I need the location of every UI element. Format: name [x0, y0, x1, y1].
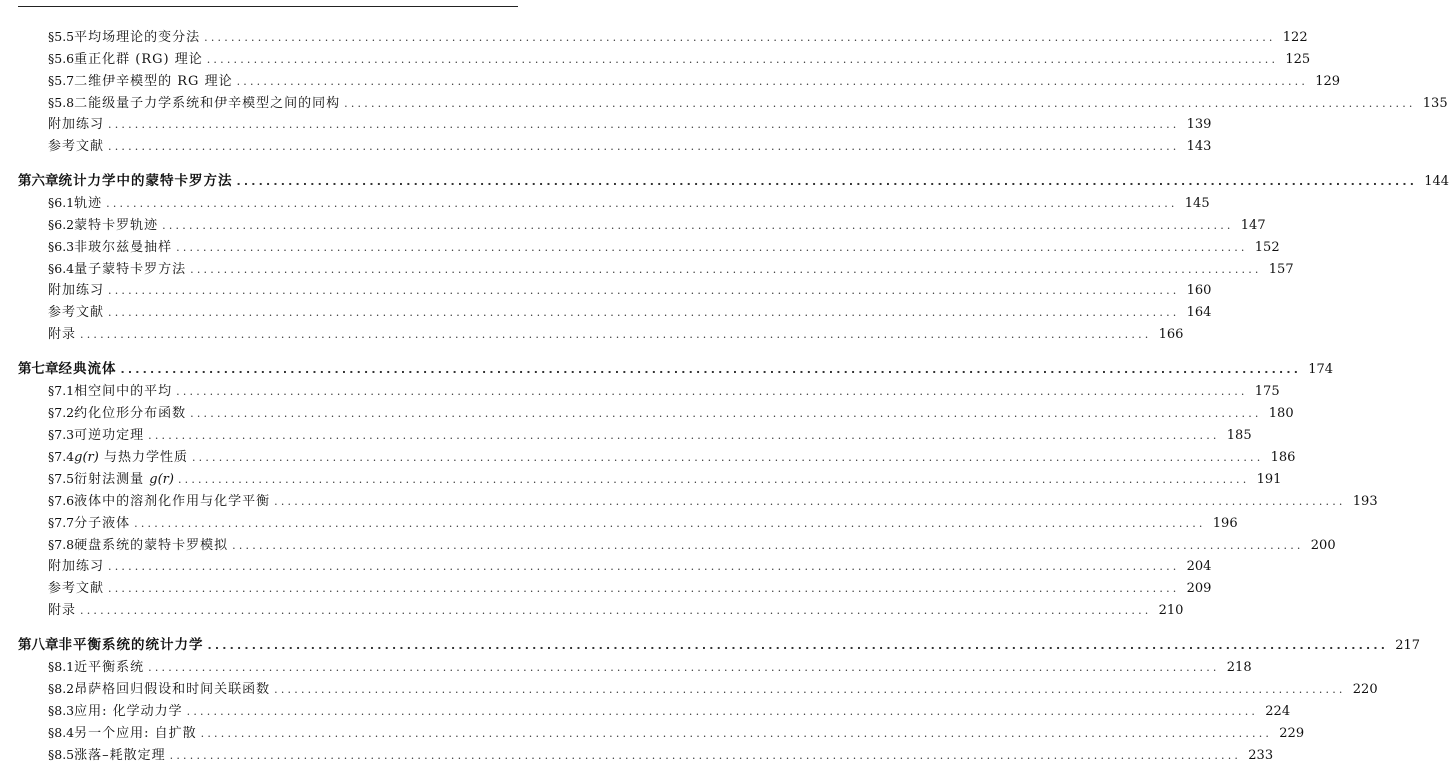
section-number: §8.5	[48, 747, 75, 762]
toc-extra-entry[interactable]	[18, 280, 1212, 302]
page-number: 129	[1315, 74, 1341, 89]
page-number: 147	[1240, 218, 1266, 233]
toc-section-entry[interactable]	[18, 744, 1274, 766]
toc-section-entry[interactable]	[18, 490, 1378, 512]
chapter-number: 第八章	[18, 637, 59, 653]
toc-section-entry[interactable]	[18, 26, 1308, 48]
chapter-gap	[18, 158, 516, 170]
entry-title: 另一个应用: 自扩散	[74, 726, 197, 741]
entry-title: 重正化群 (RG) 理论	[74, 52, 203, 67]
page-number: 160	[1186, 283, 1212, 298]
dot-leader: ................................................................................................................................................................	[169, 749, 1242, 762]
entry-title: 可逆功定理	[74, 428, 145, 443]
page-number: 135	[1422, 96, 1448, 111]
toc-section-entry[interactable]	[18, 446, 1296, 468]
section-number: §7.8	[48, 537, 75, 552]
toc-section-entry[interactable]	[18, 534, 1336, 556]
dot-leader: ................................................................................................................................................................	[108, 582, 1180, 595]
dot-leader: ................................................................................................................................................................	[148, 661, 1220, 674]
page-number: 218	[1226, 660, 1252, 675]
entry-title: 蒙特卡罗轨迹	[74, 218, 159, 233]
section-number: §8.1	[48, 659, 75, 674]
section-number: §7.3	[48, 427, 75, 442]
entry-title: 参考文献	[48, 139, 105, 154]
page-number: 125	[1285, 52, 1311, 67]
toc-section-entry[interactable]	[18, 258, 1294, 280]
dot-leader: ................................................................................................................................................................	[190, 263, 1262, 276]
section-number: §8.2	[48, 681, 75, 696]
entry-title: 附录	[48, 327, 77, 342]
dot-leader: ................................................................................................................................................................	[186, 705, 1259, 718]
chapter-gap	[18, 346, 516, 358]
page-number: 217	[1395, 638, 1421, 653]
entry-title: 二维伊辛模型的 RG 理论	[74, 74, 233, 89]
entry-title: 附加练习	[48, 117, 105, 132]
section-number: §6.2	[48, 217, 75, 232]
section-number: §7.6	[48, 493, 75, 508]
dot-leader: ................................................................................................................................................................	[106, 197, 1178, 210]
toc-section-entry[interactable]	[18, 380, 1280, 402]
entry-title: 统计力学中的蒙特卡罗方法	[58, 173, 233, 189]
page-number: 209	[1186, 581, 1212, 596]
dot-leader: ................................................................................................................................................................	[80, 604, 1152, 617]
dot-leader: ................................................................................................................................................................	[190, 407, 1262, 420]
entry-title: 液体中的溶剂化作用与化学平衡	[74, 494, 271, 509]
dot-leader: ................................................................................................................................................................	[206, 53, 1279, 66]
dot-leader: ................................................................................................................................................................	[108, 560, 1180, 573]
header-rule	[18, 6, 518, 7]
table-of-contents	[18, 26, 1449, 766]
entry-title: 轨迹	[74, 196, 103, 211]
section-number: §6.1	[48, 195, 75, 210]
page-number: 196	[1212, 516, 1238, 531]
entry-title: 硬盘系统的蒙特卡罗模拟	[74, 538, 229, 553]
dot-leader: ................................................................................................................................................................	[162, 219, 1234, 232]
page-number: 145	[1184, 196, 1210, 211]
page-number: 174	[1308, 362, 1334, 377]
dot-leader: ................................................................................................................................................................	[200, 727, 1273, 740]
toc-section-entry[interactable]	[18, 700, 1291, 722]
dot-leader: ................................................................................................................................................................	[80, 328, 1152, 341]
entry-title: 参考文献	[48, 305, 105, 320]
section-number: §5.5	[48, 29, 75, 44]
dot-leader: ................................................................................................................................................................	[274, 683, 1346, 696]
toc-section-entry[interactable]	[18, 468, 1282, 490]
entry-title: 涨落–耗散定理	[74, 748, 166, 763]
entry-title	[74, 447, 188, 469]
toc-extra-entry[interactable]	[18, 302, 1212, 324]
toc-extra-entry[interactable]	[18, 324, 1184, 346]
entry-title: 相空间中的平均	[74, 384, 173, 399]
toc-section-entry[interactable]	[18, 92, 1448, 114]
toc-section-entry[interactable]	[18, 424, 1252, 446]
entry-title-pre: 衍射法测量	[74, 472, 150, 487]
section-number: §6.3	[48, 239, 75, 254]
toc-extra-entry[interactable]	[18, 136, 1212, 158]
page-number: 152	[1254, 240, 1280, 255]
entry-title: 经典流体	[58, 361, 117, 377]
dot-leader: ................................................................................................................................................................	[236, 175, 1418, 188]
entry-title: 昂萨格回归假设和时间关联函数	[74, 682, 271, 697]
page-number: 175	[1254, 384, 1280, 399]
dot-leader: ................................................................................................................................................................	[148, 429, 1220, 442]
page-number: 166	[1158, 327, 1184, 342]
entry-title: 附录	[48, 603, 77, 618]
dot-leader: ................................................................................................................................................................	[274, 495, 1346, 508]
dot-leader: ................................................................................................................................................................	[108, 140, 1180, 153]
entry-title-math: g(r)	[74, 450, 99, 465]
page-number: 122	[1282, 30, 1308, 45]
page-number: 193	[1352, 494, 1378, 509]
entry-title: 非平衡系统的统计力学	[58, 637, 204, 653]
chapter-number: 第六章	[18, 173, 59, 189]
page-number: 180	[1268, 406, 1294, 421]
dot-leader: ................................................................................................................................................................	[207, 639, 1389, 652]
entry-title: 约化位形分布函数	[74, 406, 187, 421]
page-number: 233	[1248, 748, 1274, 763]
dot-leader: ................................................................................................................................................................	[236, 75, 1309, 88]
toc-section-entry[interactable]	[18, 192, 1210, 214]
page-number: 229	[1279, 726, 1305, 741]
dot-leader: ................................................................................................................................................................	[191, 451, 1264, 464]
section-number: §5.6	[48, 51, 75, 66]
section-number: §7.7	[48, 515, 75, 530]
dot-leader: ................................................................................................................................................................	[204, 31, 1276, 44]
dot-leader: ................................................................................................................................................................	[108, 306, 1180, 319]
page-number: 164	[1186, 305, 1212, 320]
chapter-number: 第七章	[18, 361, 59, 377]
page-number: 191	[1256, 472, 1282, 487]
toc-extra-entry[interactable]	[18, 578, 1212, 600]
toc-chapter-entry[interactable]	[18, 358, 1334, 380]
entry-title: 量子蒙特卡罗方法	[74, 262, 187, 277]
section-number: §7.2	[48, 405, 75, 420]
dot-leader: ................................................................................................................................................................	[177, 473, 1250, 486]
entry-title: 参考文献	[48, 581, 105, 596]
entry-title: 二能级量子力学系统和伊辛模型之间的同构	[74, 96, 341, 111]
section-number: §7.5	[48, 471, 75, 486]
toc-section-entry[interactable]	[18, 656, 1252, 678]
dot-leader: ................................................................................................................................................................	[176, 241, 1248, 254]
section-number: §7.1	[48, 383, 75, 398]
toc-chapter-entry[interactable]	[18, 634, 1421, 656]
section-number: §5.7	[48, 73, 75, 88]
dot-leader: ................................................................................................................................................................	[344, 97, 1416, 110]
dot-leader: ................................................................................................................................................................	[134, 517, 1206, 530]
entry-title: 应用: 化学动力学	[74, 704, 183, 719]
entry-title-math: g(r)	[149, 472, 174, 487]
page-number: 143	[1186, 139, 1212, 154]
page-number: 139	[1186, 117, 1212, 132]
toc-section-entry[interactable]	[18, 512, 1238, 534]
entry-title: 非玻尔兹曼抽样	[74, 240, 173, 255]
toc-section-entry[interactable]	[18, 402, 1294, 424]
dot-leader: ................................................................................................................................................................	[108, 284, 1180, 297]
dot-leader: ................................................................................................................................................................	[176, 385, 1248, 398]
toc-extra-entry[interactable]	[18, 556, 1212, 578]
section-number: §5.8	[48, 95, 75, 110]
toc-section-entry[interactable]	[18, 722, 1305, 744]
entry-title: 近平衡系统	[74, 660, 145, 675]
section-number: §7.4	[48, 449, 75, 464]
dot-leader: ................................................................................................................................................................	[108, 118, 1180, 131]
entry-title-post: 与热力学性质	[98, 450, 188, 465]
entry-title: 附加练习	[48, 559, 105, 574]
page-number: 157	[1268, 262, 1294, 277]
page-number: 185	[1226, 428, 1252, 443]
toc-extra-entry[interactable]	[18, 600, 1184, 622]
page-number: 220	[1352, 682, 1378, 697]
toc-section-entry[interactable]	[18, 678, 1378, 700]
toc-section-entry[interactable]	[18, 214, 1266, 236]
entry-title: 平均场理论的变分法	[74, 30, 201, 45]
page-number: 224	[1265, 704, 1291, 719]
section-number: §6.4	[48, 261, 75, 276]
chapter-gap	[18, 622, 516, 634]
page-number: 200	[1310, 538, 1336, 553]
page-number: 204	[1186, 559, 1212, 574]
toc-section-entry[interactable]	[18, 70, 1341, 92]
entry-title: 分子液体	[74, 516, 131, 531]
toc-chapter-entry[interactable]	[18, 170, 1449, 192]
section-number: §8.3	[48, 703, 75, 718]
dot-leader: ................................................................................................................................................................	[120, 363, 1302, 376]
page-number: 144	[1424, 174, 1449, 189]
page-number: 210	[1158, 603, 1184, 618]
section-number: §8.4	[48, 725, 75, 740]
dot-leader: ................................................................................................................................................................	[232, 539, 1304, 552]
toc-section-entry[interactable]	[18, 236, 1280, 258]
toc-section-entry[interactable]	[18, 48, 1311, 70]
page-number: 186	[1270, 450, 1296, 465]
entry-title: 附加练习	[48, 283, 105, 298]
toc-extra-entry[interactable]	[18, 114, 1212, 136]
entry-title	[74, 469, 174, 491]
